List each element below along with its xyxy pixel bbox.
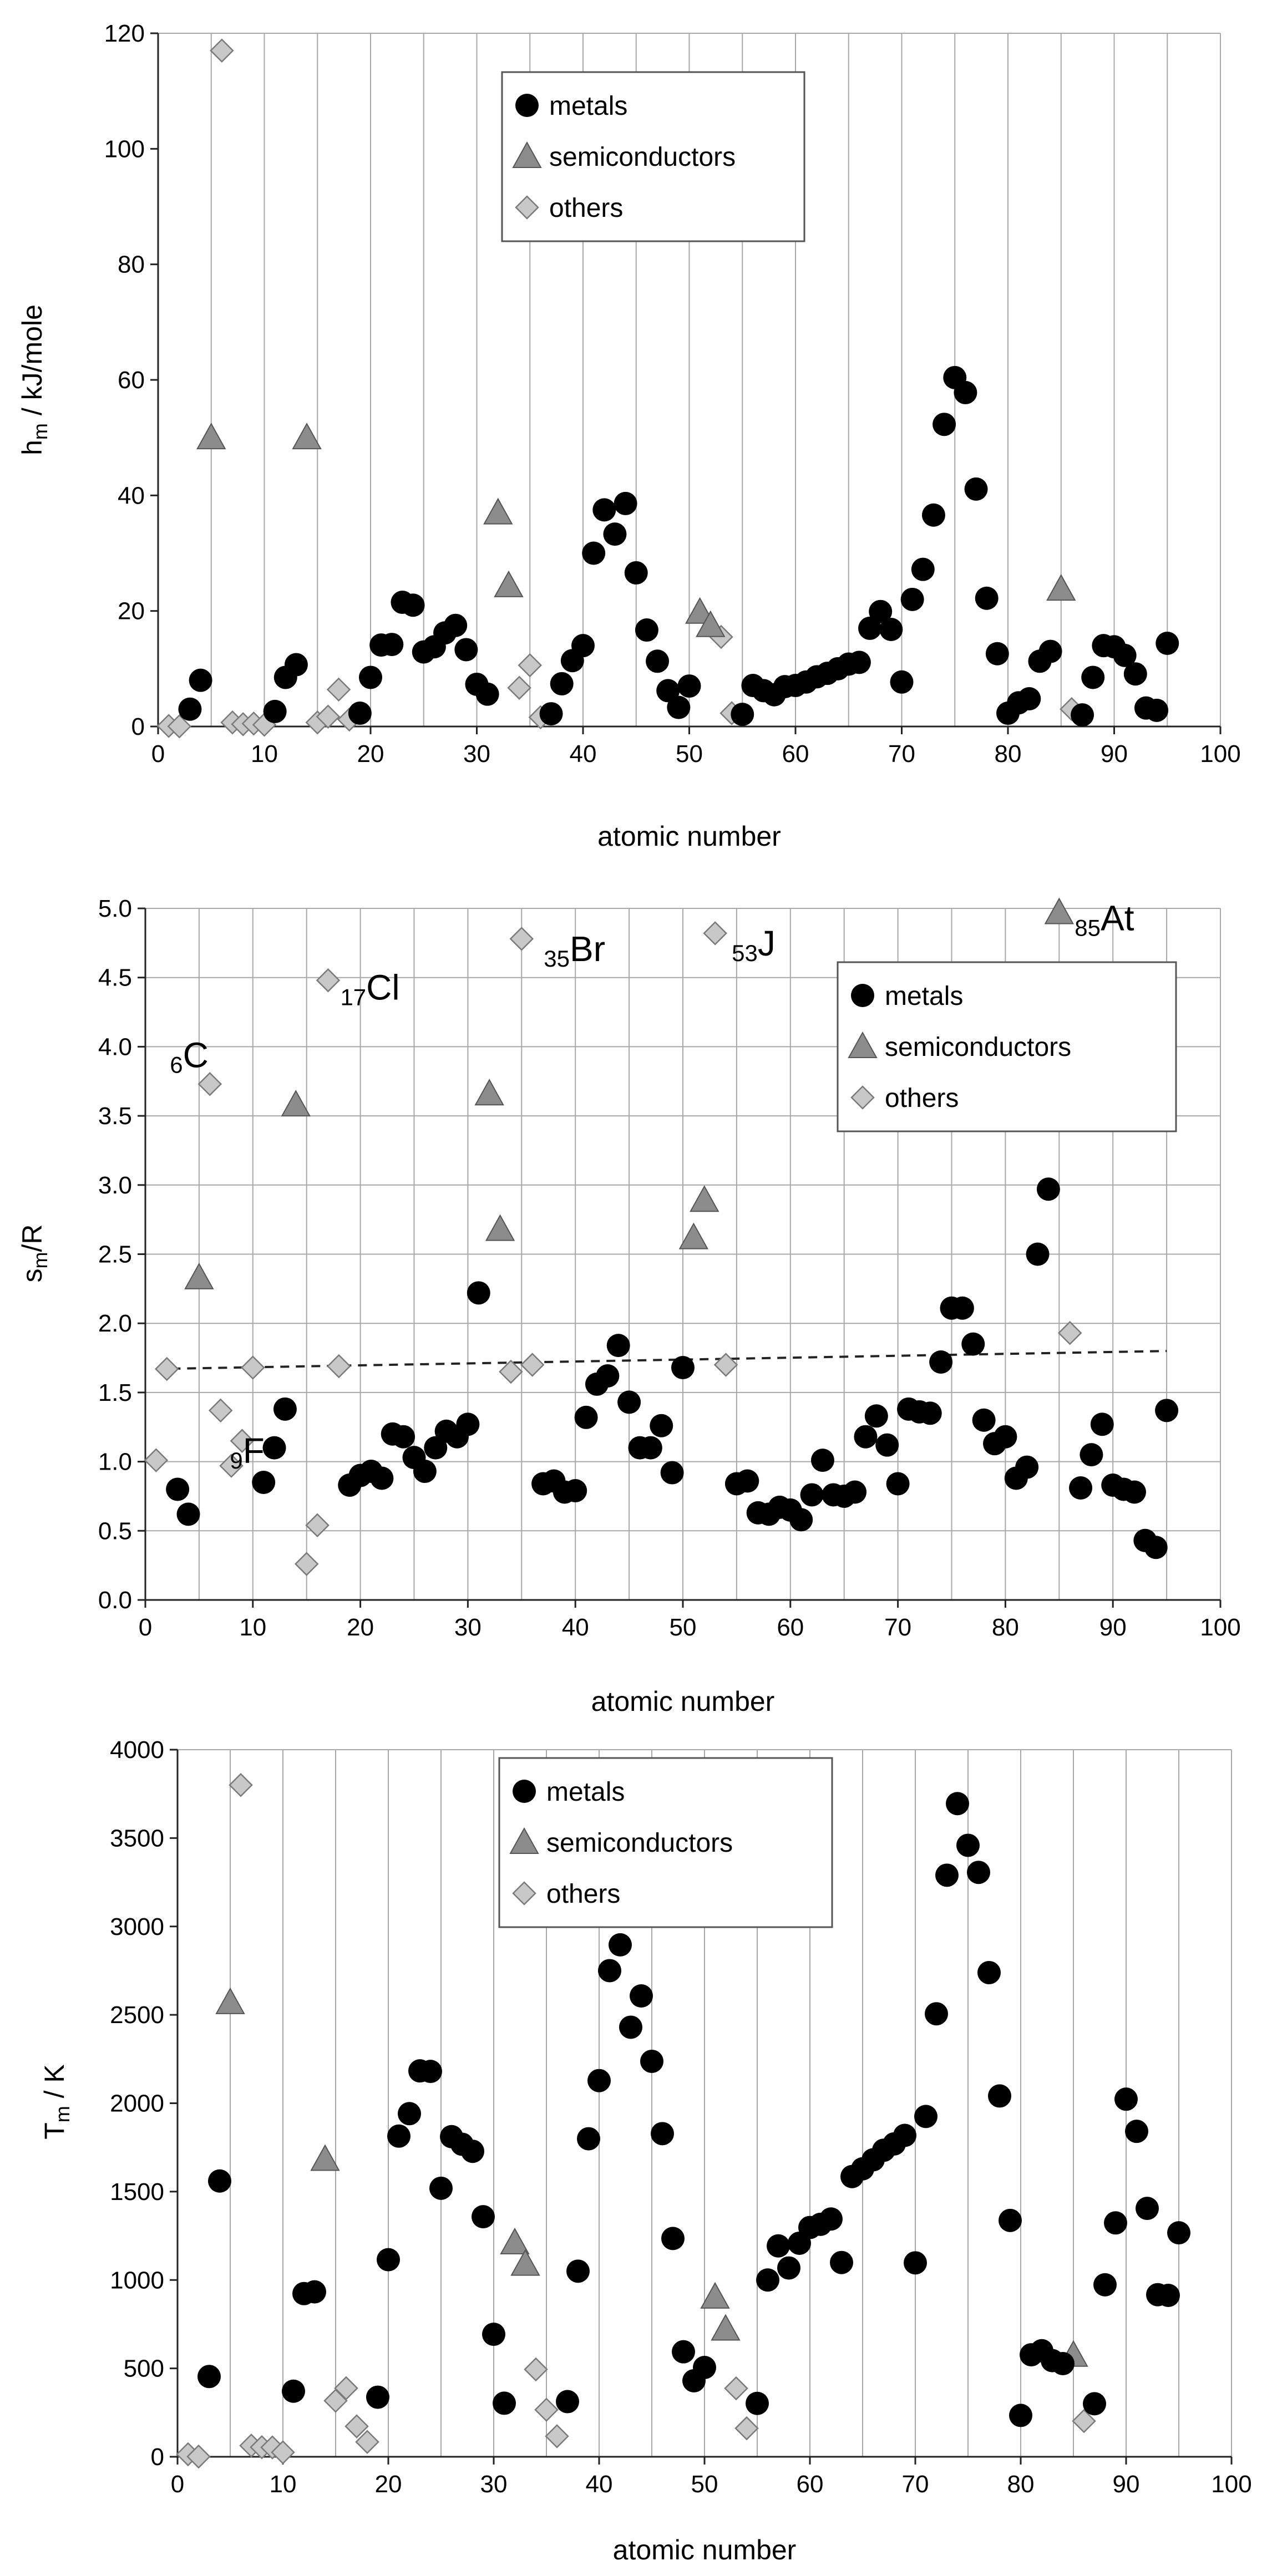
metals-point [922,504,945,527]
metals-point [731,703,754,726]
metals-point [461,2140,484,2163]
metals-point [639,1436,662,1460]
x-tick-label: 40 [561,1614,589,1641]
y-tick-label: 0.0 [98,1587,132,1614]
y-tick-label: 3.0 [98,1171,132,1199]
x-tick-label: 0 [170,2471,185,2498]
element-annotation: 85At [1075,898,1134,941]
metals-point [1037,1177,1060,1201]
metals-point [387,2125,411,2148]
metals-point [1017,687,1041,710]
metals-point [919,1401,942,1425]
x-tick-label: 20 [347,1614,374,1641]
metals-point [672,2340,695,2364]
metals-point [366,2386,389,2409]
y-tick-label: 4.5 [98,964,132,992]
metals-point [667,696,690,719]
x-tick-label: 80 [994,740,1022,768]
metals-point [263,700,287,723]
x-axis-title: atomic number [591,1686,775,1717]
metals-point [651,2122,674,2145]
metals-point [456,1413,479,1436]
metals-point [1124,662,1147,685]
metals-point [419,2060,442,2083]
x-tick-label: 60 [777,1614,804,1641]
metals-point [273,1398,297,1421]
metals-point [630,1984,653,2008]
metals-point [911,558,935,581]
metals-point [1157,2284,1180,2307]
y-tick-label: 2.0 [98,1310,132,1338]
metals-point [540,702,563,725]
metals-point [476,683,499,706]
metals-point [348,702,372,725]
metals-point [252,1471,275,1494]
y-tick-label: 3500 [110,1825,164,1852]
y-tick-label: 2500 [110,2001,164,2029]
x-tick-label: 10 [269,2471,297,2498]
metals-point [671,1356,695,1379]
metals-point [879,618,903,641]
metals-point [951,1297,974,1320]
metals-point [961,1333,985,1356]
metals-point [646,649,669,673]
y-tick-label: 3.5 [98,1102,132,1130]
x-tick-label: 30 [454,1614,482,1641]
metals-point [935,1863,959,1887]
metals-point [467,1281,490,1304]
metals-point [1145,699,1168,722]
x-tick-label: 80 [1007,2471,1035,2498]
x-tick-label: 20 [374,2471,402,2498]
metals-point [1091,1413,1114,1436]
metals-point [640,2050,663,2073]
y-tick-label: 80 [118,251,145,278]
x-axis-title: atomic number [597,821,781,852]
metals-point [617,1390,641,1414]
y-tick-label: 60 [118,367,145,394]
metals-point [177,1502,200,1526]
x-tick-label: 50 [669,1614,697,1641]
x-tick-label: 90 [1101,740,1128,768]
metals-point [282,2380,305,2403]
metals-point [285,653,308,677]
y-tick-label: 120 [104,20,145,47]
x-tick-label: 20 [357,740,384,768]
metals-point [493,2391,516,2415]
metals-point [830,2251,853,2274]
x-tick-label: 80 [991,1614,1019,1641]
metals-point [197,2365,221,2388]
metals-point [800,1483,824,1506]
y-tick-label: 4.0 [98,1033,132,1061]
metals-point [625,561,648,585]
metals-point [263,1436,286,1460]
metals-point [901,588,924,611]
metals-point [582,542,605,565]
y-tick-label: 1500 [110,2178,164,2206]
legend-metals-point [513,1780,536,1803]
x-tick-label: 60 [782,740,809,768]
metals-point [370,1467,393,1490]
y-axis-title: $T_m$ / K [39,2064,74,2140]
metals-point [577,2127,600,2151]
x-tick-label: 70 [884,1614,912,1641]
metals-point [1114,2087,1138,2111]
metals-point [972,1409,996,1432]
metals-point [598,1959,621,1982]
metals-point [571,634,595,657]
metals-point [986,642,1009,665]
legend-label: others [885,1084,959,1113]
metals-point [661,2227,685,2250]
y-tick-label: 3000 [110,1913,164,1940]
metals-point [587,2069,611,2092]
metals-point [767,2234,790,2258]
element-annotation: 6C [170,1035,209,1078]
y-axis-title: $s_m/R$ [17,1224,52,1283]
element-annotation: 9F [230,1431,265,1474]
metals-point [1015,1456,1038,1479]
legend-metals-point [515,94,539,117]
metals-point [661,1461,684,1485]
legend-label: semiconductors [546,1828,733,1858]
metals-point [819,2207,843,2230]
x-tick-label: 100 [1200,1614,1241,1641]
metals-point [1156,632,1179,655]
metals-point [789,1508,813,1531]
metals-point [189,669,212,692]
metals-point [1083,2392,1106,2415]
metals-point [1167,2221,1190,2244]
metals-point [392,1425,415,1449]
x-tick-label: 90 [1112,2471,1140,2498]
metals-point [550,672,574,695]
metals-point [811,1449,834,1472]
metals-point [556,2390,579,2414]
y-tick-label: 40 [118,482,145,510]
metals-point [1104,2211,1127,2234]
metals-point [890,670,914,694]
x-tick-label: 30 [463,740,490,768]
x-tick-label: 100 [1211,2471,1252,2498]
element-annotation: 35Br [544,928,606,972]
metals-point [875,1434,899,1457]
legend-label: metals [885,982,964,1011]
metals-point [746,2392,769,2415]
metals-point [988,2084,1011,2107]
metals-point [413,1460,437,1483]
x-tick-label: 0 [151,740,165,768]
metals-point [619,2015,642,2039]
metals-point [1155,1399,1178,1422]
x-tick-label: 40 [569,740,597,768]
metals-point [1051,2352,1075,2375]
y-tick-label: 5.0 [98,895,132,922]
y-tick-label: 2.5 [98,1241,132,1268]
y-tick-label: 4000 [110,1736,164,1764]
metals-point [967,1861,990,1884]
metals-point [614,492,637,515]
metals-point [904,2251,927,2274]
metals-point [398,2102,421,2125]
metals-point [975,587,999,610]
metals-point [482,2323,505,2346]
metals-point [429,2177,453,2200]
x-tick-label: 40 [585,2471,613,2498]
metals-point [925,2002,948,2025]
y-axis-title: $h_m$ / kJ/mole [17,304,52,455]
y-tick-label: 1000 [110,2267,164,2294]
metals-point [933,413,956,436]
metals-point [596,1364,619,1388]
metals-point [678,674,701,698]
metals-point [1080,1443,1103,1466]
metals-point [994,1425,1017,1449]
metals-point [377,2248,400,2272]
y-tick-label: 1.0 [98,1448,132,1476]
metals-point [650,1414,673,1437]
y-tick-label: 20 [118,597,145,625]
metals-point [208,2169,231,2193]
metals-point [854,1425,877,1449]
metals-point [954,381,977,404]
x-tick-label: 0 [138,1614,153,1641]
metals-point [914,2105,937,2128]
metals-point [566,2259,590,2283]
y-tick-label: 2000 [110,2090,164,2117]
x-tick-label: 50 [676,740,703,768]
metals-point [965,477,988,501]
legend-label: semiconductors [885,1033,1072,1062]
metals-point [1009,2404,1032,2427]
metals-point [1026,1243,1050,1266]
metals-point [777,2257,800,2280]
metals-point [444,614,467,637]
legend-label: metals [546,1777,625,1807]
metals-point [929,1350,952,1374]
metals-point [303,2280,326,2304]
metals-point [843,1480,866,1503]
y-tick-label: 0 [131,713,145,740]
metals-point [609,1933,632,1957]
y-tick-label: 0 [150,2443,164,2471]
metals-point [736,1470,759,1493]
metals-point [178,698,201,721]
metals-point [564,1479,587,1502]
metals-point [886,1472,910,1496]
metals-point [359,665,382,689]
metals-point [635,618,658,642]
metals-point [472,2205,495,2228]
metals-point [1144,1536,1168,1559]
x-tick-label: 90 [1099,1614,1127,1641]
metals-point [848,651,871,674]
element-annotation: 17Cl [340,967,400,1010]
y-tick-label: 100 [104,135,145,163]
metals-point [1069,1476,1092,1500]
metals-point [166,1477,189,1501]
metals-point [603,522,626,546]
x-tick-label: 50 [691,2471,718,2498]
legend-label: semiconductors [549,143,736,172]
element-annotation: 53J [732,923,776,966]
x-tick-label: 60 [796,2471,824,2498]
x-tick-label: 30 [480,2471,508,2498]
metals-point [1136,2197,1159,2220]
metals-point [977,1961,1001,1984]
metals-point [893,2124,916,2147]
legend-label: others [546,1879,621,1909]
metals-point [592,498,616,521]
legend-label: metals [549,92,628,121]
metals-point [402,593,425,617]
x-axis-title: atomic number [612,2534,797,2565]
metals-point [575,1406,598,1429]
metals-point [693,2356,716,2379]
metals-point [607,1334,630,1357]
x-tick-label: 10 [239,1614,267,1641]
legend-label: others [549,194,624,223]
metals-point [865,1404,888,1427]
metals-point [1071,703,1094,726]
legend-metals-point [851,984,874,1007]
y-tick-label: 1.5 [98,1379,132,1406]
metals-point [1039,640,1062,663]
y-tick-label: 500 [123,2355,164,2382]
metals-point [1123,1480,1146,1503]
metals-point [956,1833,980,1857]
metals-point [454,638,478,661]
x-tick-label: 10 [251,740,278,768]
y-tick-label: 0.5 [98,1517,132,1545]
x-tick-label: 100 [1200,740,1241,768]
metals-point [946,1792,969,1815]
metals-point [380,633,403,656]
metals-point [1093,2273,1117,2296]
x-tick-label: 70 [901,2471,929,2498]
metals-point [999,2209,1022,2232]
metals-point [756,2268,779,2292]
metals-point [1125,2120,1148,2143]
metals-point [1081,665,1104,689]
x-tick-label: 70 [888,740,915,768]
